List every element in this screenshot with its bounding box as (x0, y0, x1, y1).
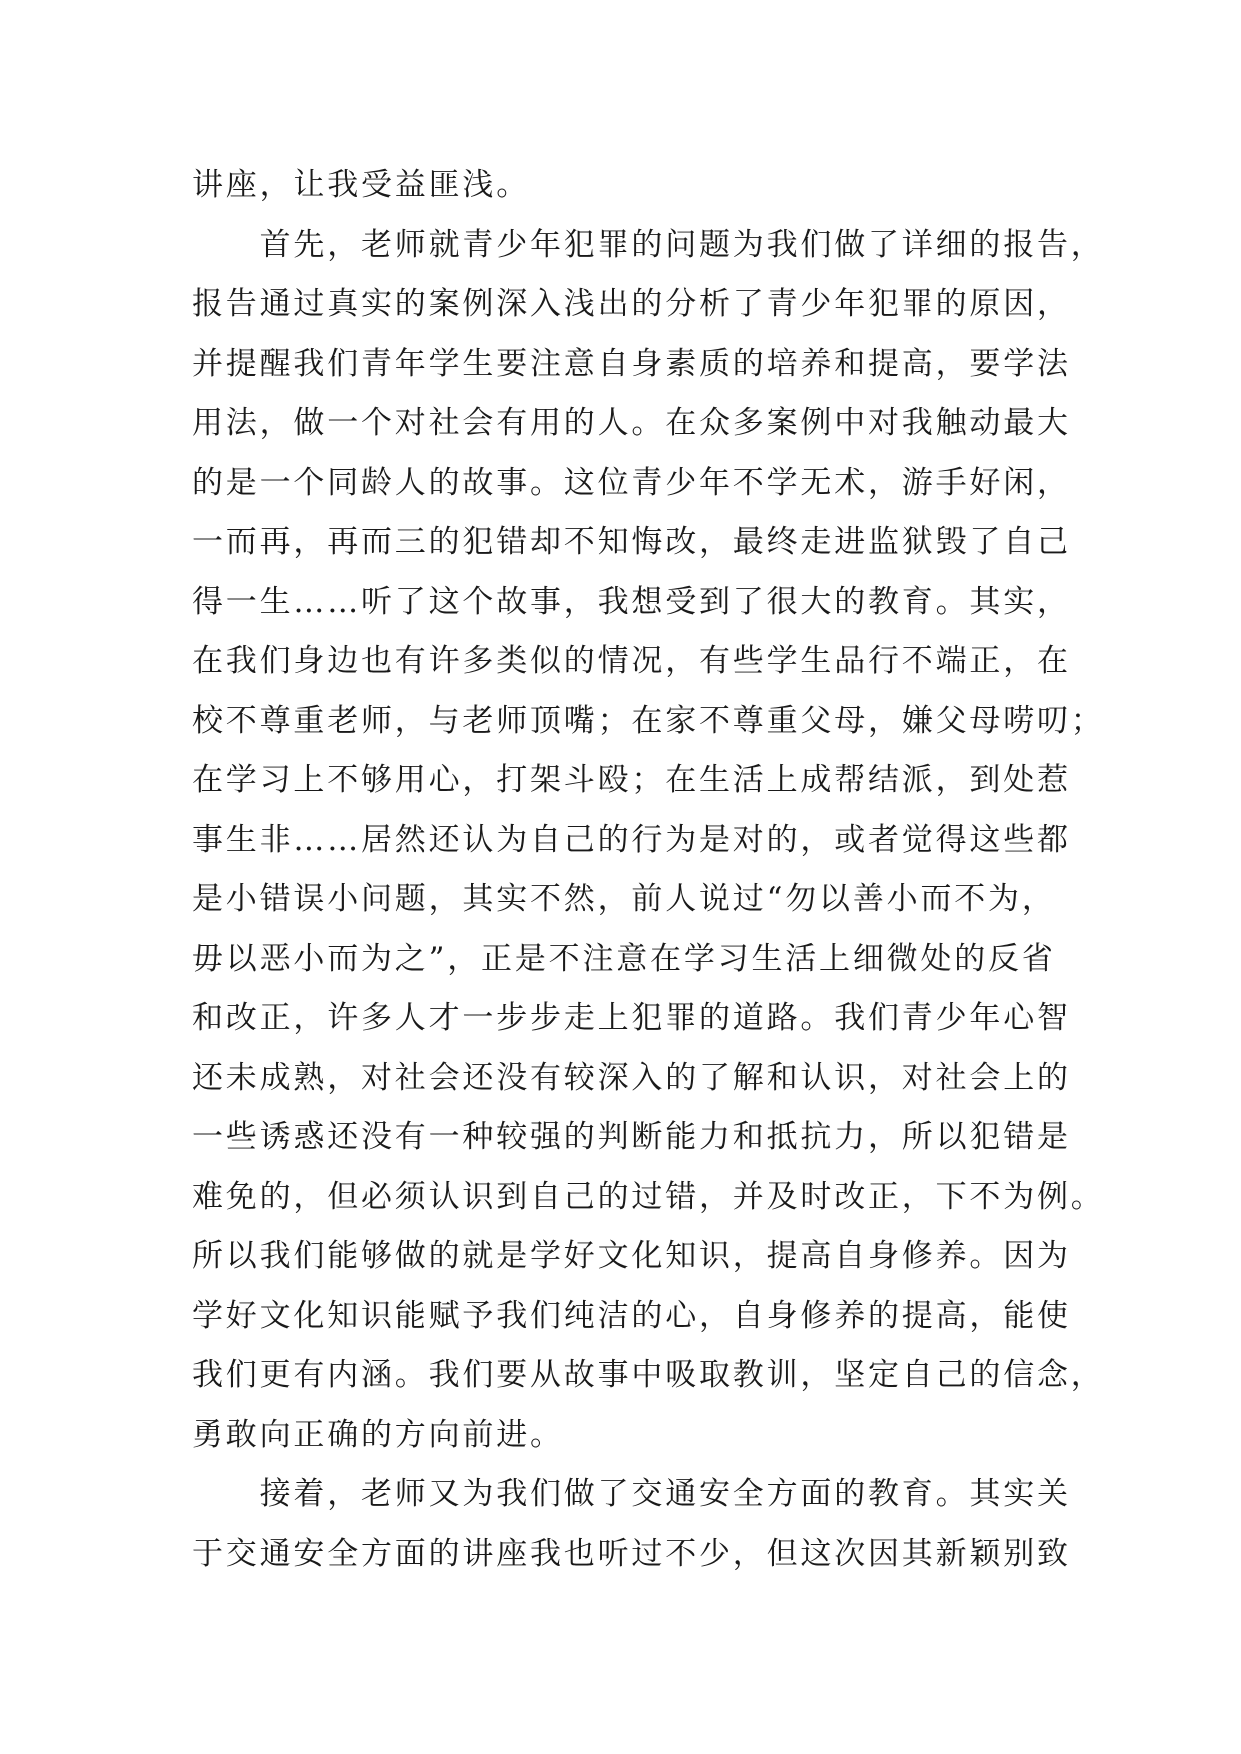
text-line: 是小错误小问题，其实不然，前人说过“勿以善小而不为， (192, 881, 1056, 917)
text-line: 校不尊重老师，与老师顶嘴；在家不尊重父母，嫌父母唠叨； (192, 702, 1105, 739)
text-line: 事生非……居然还认为自己的行为是对的，或者觉得这些都 (192, 821, 1071, 858)
text-line: 报告通过真实的案例深入浅出的分析了青少年犯罪的原因， (192, 286, 1071, 322)
text-line: 在学习上不够用心，打架斗殴；在生活上成帮结派，到处惹 (192, 762, 1071, 798)
text-line: 学好文化知识能赋予我们纯洁的心，自身修养的提高，能使 (192, 1297, 1071, 1334)
text-line: 用法，做一个对社会有用的人。在众多案例中对我触动最大 (192, 405, 1071, 441)
text-line: 勇敢向正确的方向前进。 (192, 1416, 564, 1453)
text-line: 一些诱惑还没有一种较强的判断能力和抵抗力，所以犯错是 (192, 1119, 1071, 1155)
text-line: 和改正，许多人才一步步走上犯罪的道路。我们青少年心智 (192, 1000, 1071, 1036)
text-line: 并提醒我们青年学生要注意自身素质的培养和提高，要学法 (192, 345, 1071, 382)
text-line: 得一生……听了这个故事，我想受到了很大的教育。其实， (192, 583, 1071, 620)
text-line: 于交通安全方面的讲座我也听过不少，但这次因其新颖别致 (192, 1535, 1071, 1572)
text-line: 毋以恶小而为之”，正是不注意在学习生活上细微处的反省 (192, 940, 1056, 977)
text-line: 讲座，让我受益匪浅。 (192, 167, 530, 203)
text-line: 还未成熟，对社会还没有较深入的了解和认识，对社会上的 (192, 1059, 1071, 1096)
text-line: 所以我们能够做的就是学好文化知识，提高自身修养。因为 (192, 1238, 1071, 1274)
text-line: 首先，老师就青少年犯罪的问题为我们做了详细的报告， (192, 226, 1105, 263)
text-line: 一而再，再而三的犯错却不知悔改，最终走进监狱毁了自己 (192, 524, 1071, 560)
text-line: 在我们身边也有许多类似的情况，有些学生品行不端正，在 (192, 643, 1071, 679)
body-text (192, 156, 1105, 1584)
text-line: 的是一个同龄人的故事。这位青少年不学无术，游手好闲， (192, 464, 1071, 501)
text-line: 难免的，但必须认识到自己的过错，并及时改正，下不为例。 (192, 1178, 1105, 1215)
text-line: 我们更有内涵。我们要从故事中吸取教训，坚定自己的信念， (192, 1357, 1105, 1393)
text-line: 接着，老师又为我们做了交通安全方面的教育。其实关 (192, 1476, 1071, 1512)
